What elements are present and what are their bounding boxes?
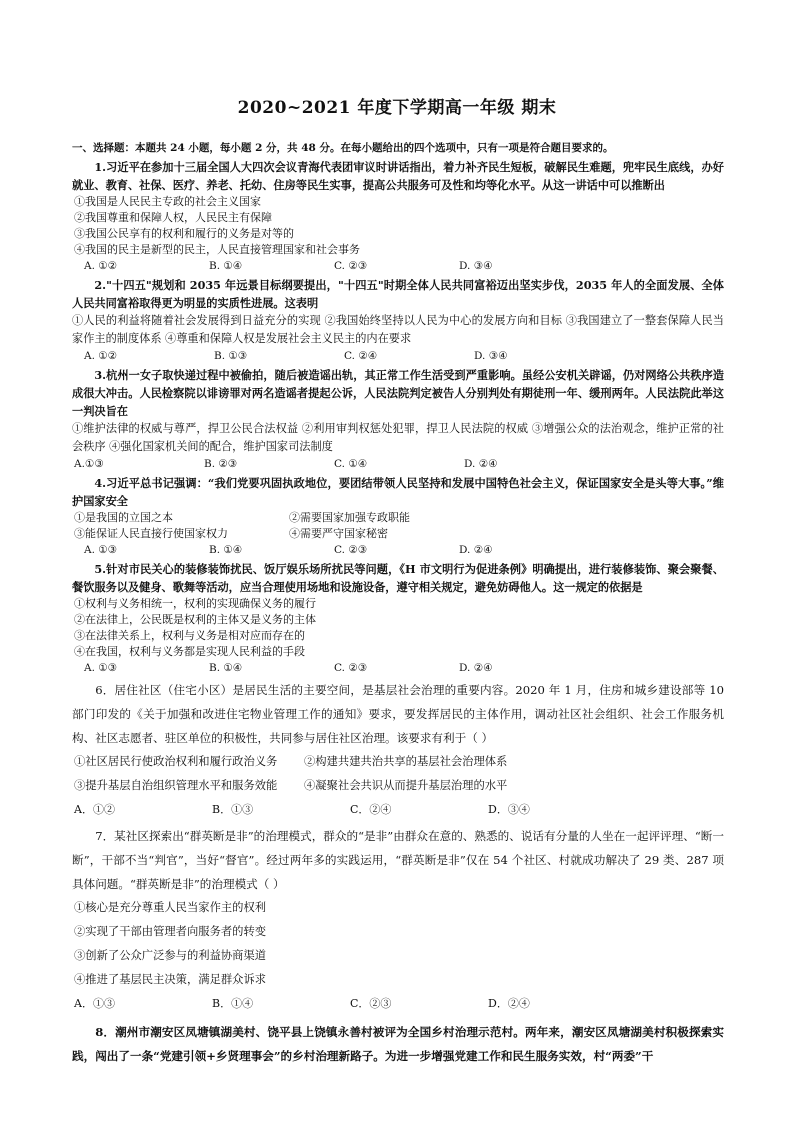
choice-d[interactable]: D. ③④ <box>474 350 508 362</box>
choice-b[interactable]: B．①④ <box>212 997 254 1010</box>
question-stem: 1.习近平在参加十三届全国人大四次会议青海代表团审议时讲话指出，着力补齐民生短板，破解民生难题，兜牢民生底线，办好就业、教育、社保、医疗、养老、托幼、住房等民生实事，提高公共服务可及性和均等化水平。从这一讲话中可以推断出 <box>72 160 724 192</box>
question-stem: 7．某社区探索出“群英断是非”的治理模式，群众的“是非”由群众在意的、熟悉的、说话有分量的人坐在一起评评理、“断一断”，干部不当“判官”，当好“督官”。经过两年多的实践运用，“群英断是非”仅在 54 个社区、村就成功解决了 29 类、287 项具体问题。“群英断是非”的治理模式（ ） <box>72 829 724 891</box>
question-5 <box>72 560 724 676</box>
choice-b[interactable]: B. ①④ <box>209 260 243 272</box>
question-2 <box>72 276 724 364</box>
statement-2: ②构建共建共治共享的基层社会治理体系 <box>304 755 508 768</box>
choice-c[interactable]: C．②④ <box>350 803 392 816</box>
choice-b[interactable]: B. ①④ <box>209 662 243 674</box>
choice-c[interactable]: C．②③ <box>350 997 392 1010</box>
choice-a[interactable]: A. ①③ <box>84 544 118 556</box>
statement-4: ④在我国，权利与义务都是实现人民利益的手段 <box>74 645 305 658</box>
statement-row <box>72 750 724 774</box>
choice-a[interactable]: A．①② <box>74 803 115 816</box>
statement-4: ④凝聚社会共识从而提升基层治理的水平 <box>304 779 508 792</box>
statement-3: ③提升基层自治组织管理水平和服务效能 <box>74 779 278 792</box>
statement-row <box>72 774 724 798</box>
choice-d[interactable]: D. ②④ <box>459 662 493 674</box>
question-stem: 4.习近平总书记强调：“我们党要巩固执政地位，要团结带领人民坚持和发展中国特色社会主义，保证国家安全是头等大事。”维护国家安全 <box>72 476 724 508</box>
statement-3: ③创新了公众广泛参与的利益协商渠道 <box>74 949 267 962</box>
question-8 <box>72 1020 724 1068</box>
choice-c[interactable]: C. ②④ <box>344 350 378 362</box>
answer-choices <box>72 798 724 822</box>
choice-b[interactable]: B. ①④ <box>209 544 243 556</box>
answer-choices <box>72 542 724 558</box>
choice-a[interactable]: A. ①② <box>84 350 118 362</box>
question-6 <box>72 678 724 822</box>
choice-d[interactable]: D．②④ <box>488 997 530 1010</box>
statement-3: ③在法律关系上，权利与义务是相对应而存在的 <box>74 629 305 642</box>
statement-3: ③我国公民享有的权利和履行的义务是对等的 <box>74 227 294 240</box>
choice-c[interactable]: C. ①④ <box>334 458 368 470</box>
choice-c[interactable]: C. ②③ <box>334 260 368 272</box>
statement-2: ②实现了干部由管理者向服务者的转变 <box>74 925 267 938</box>
statement-4: ④我国的民主是新型的民主，人民直接管理国家和社会事务 <box>74 243 360 256</box>
question-7 <box>72 824 724 1016</box>
question-stem: 8．潮州市潮安区凤塘镇湖美村、饶平县上饶镇永善村被评为全国乡村治理示范村。两年来，潮安区凤塘湖美村积极探索实践，闯出了一条“党建引领+乡贤理事会”的乡村治理新路子。为进一步增强党建工作和民生服务实效，村“两委”干 <box>72 1025 724 1063</box>
choice-d[interactable]: D. ③④ <box>459 260 493 272</box>
choice-b[interactable]: B．①③ <box>212 803 254 816</box>
statement-4: ④推进了基层民主决策，满足群众诉求 <box>74 973 267 986</box>
statements: ①维护法律的权威与尊严，捍卫公民合法权益 ②利用审判权惩处犯罪，捍卫人民法院的权威 ③增强公众的法治观念，维护正常的社会秩序 ④强化国家机关间的配合，维护国家司法制度 <box>72 422 724 453</box>
choice-a[interactable]: A. ①③ <box>84 662 118 674</box>
choice-d[interactable]: D．③④ <box>488 803 530 816</box>
statement-1: ①我国是人民民主专政的社会主义国家 <box>74 195 261 208</box>
page-title: 2020~2021 年度下学期高一年级 期末 <box>237 98 557 118</box>
statement-1: ①核心是充分尊重人民当家作主的权利 <box>74 901 267 914</box>
statement-row <box>72 526 724 542</box>
answer-choices <box>72 456 724 472</box>
choice-d[interactable]: D. ②④ <box>464 458 498 470</box>
statement-2: ②在法律上，公民既是权利的主体又是义务的主体 <box>74 613 316 626</box>
question-stem: 3.杭州一女子取快递过程中被偷拍，随后被造谣出轨，其正常工作生活受到严重影响。虽经公安机关辟谣，仍对网络公共秩序造成很大冲击。人民检察院以诽谤罪对两名造谣者提起公诉，人民法院判定被告人分别判处有期徒刑一年、缓刑两年。人民法院此举这一判决旨在 <box>72 368 724 418</box>
question-4 <box>72 474 724 558</box>
choice-a[interactable]: A.①③ <box>74 458 104 470</box>
question-3 <box>72 366 724 472</box>
section-heading: 一、选择题：本题共 24 小题，每小题 2 分，共 48 分。在每小题给出的四个选项中，只有一项是符合题目要求的。 <box>72 142 614 154</box>
question-stem: 2."十四五"规划和 2035 年远景目标纲要提出，"十四五"时期全体人民共同富裕迈出坚实步伐，2035 年人的全面发展、全体人民共同富裕取得更为明显的实质性进展。这表明 <box>72 278 724 310</box>
statement-3: ③能保证人民直接行使国家权力 <box>74 527 228 540</box>
choice-a[interactable]: A．①③ <box>74 997 115 1010</box>
answer-choices <box>72 992 724 1016</box>
statement-1: ①社区居民行使政治权利和履行政治义务 <box>74 755 278 768</box>
question-stem: 5.针对市民关心的装修装饰扰民、饭厅娱乐场所扰民等问题，《H 市文明行为促进条例》明确提出，进行装修装饰、聚会聚餐、餐饮服务以及健身、歌舞等活动，应当合理使用场地和设施设备，遵守相关规定，避免妨碍他人。这一规定的依据是 <box>72 562 724 594</box>
answer-choices <box>72 660 724 676</box>
question-stem: 6．居住社区（住宅小区）是居民生活的主要空间，是基层社会治理的重要内容。2020 年 1 月，住房和城乡建设部等 10 部门印发的《关于加强和改进住宅物业管理工作的通知》要求，要发挥居民的主体作用，调动社区社会组织、社会工作服务机构、社区志愿者、驻区单位的积极性，共同参与居住社区治理。该要求有利于（ ） <box>72 683 724 745</box>
choice-b[interactable]: B. ②③ <box>204 458 238 470</box>
statement-1: ①权利与义务相统一，权利的实现确保义务的履行 <box>74 597 316 610</box>
answer-choices <box>72 348 724 364</box>
question-1 <box>72 158 724 274</box>
answer-choices <box>72 258 724 274</box>
choice-a[interactable]: A. ①② <box>84 260 118 272</box>
statement-row <box>72 510 724 526</box>
statement-4: ④需要严守国家秘密 <box>289 527 388 540</box>
statement-2: ②需要国家加强专政职能 <box>289 511 410 524</box>
choice-d[interactable]: D. ②④ <box>459 544 493 556</box>
statements: ①人民的利益将随着社会发展得到日益充分的实现 ②我国始终坚持以人民为中心的发展方向和目标 ③我国建立了一整套保障人民当家作主的制度体系 ④尊重和保障人权是发展社会主义民主的内在要求 <box>72 314 724 345</box>
choice-b[interactable]: B. ①③ <box>214 350 248 362</box>
choice-c[interactable]: C. ②③ <box>334 544 368 556</box>
statement-1: ①是我国的立国之本 <box>74 511 173 524</box>
exam-content <box>72 140 724 1068</box>
statement-2: ②我国尊重和保障人权，人民民主有保障 <box>74 211 272 224</box>
choice-c[interactable]: C. ②③ <box>334 662 368 674</box>
